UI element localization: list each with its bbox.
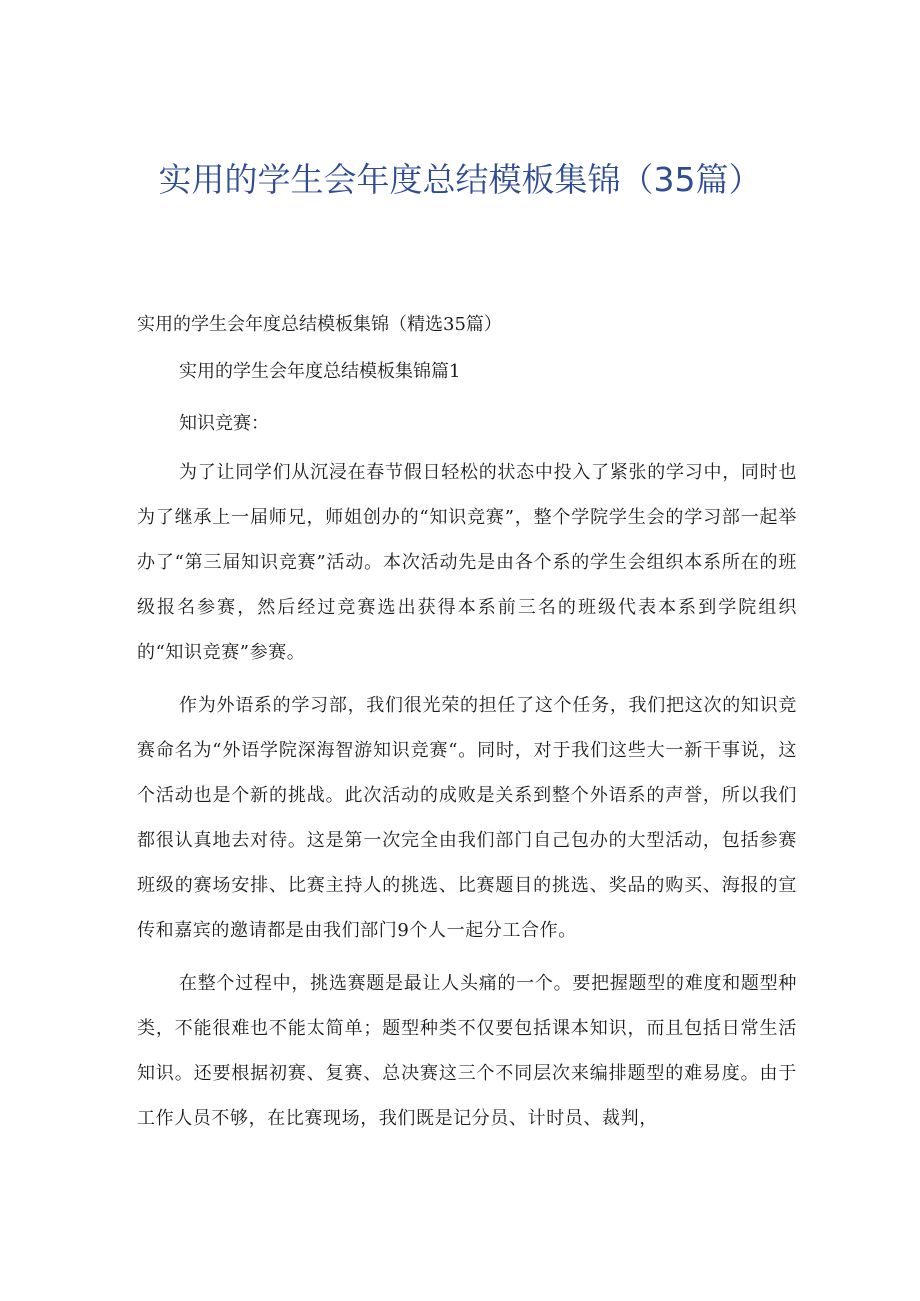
document-title: 实用的学生会年度总结模板集锦（35篇） (158, 160, 762, 199)
paragraph-3: 在整个过程中，挑选赛题是最让人头痛的一个。要把握题型的难度和题型种类，不能很难也不能太简单；题型种类不仅要包括课本知识，而且包括日常生活知识。还要根据初赛、复赛、总决赛这三个不同层次来编排题型的难易度。由于工作人员不够，在比赛现场，我们既是记分员、计时员、裁判， (137, 973, 797, 1129)
document-body (137, 304, 797, 1149)
paragraph-2: 作为外语系的学习部，我们很光荣的担任了这个任务，我们把这次的知识竞赛命名为“外语学院深海智游知识竞赛“。同时，对于我们这些大一新干事说，这个活动也是个新的挑战。此次活动的成败是关系到整个外语系的声誉，所以我们都很认真地去对待。这是第一次完全由我们部门自己包办的大型活动，包括参赛班级的赛场安排、比赛主持人的挑选、比赛题目的挑选、奖品的购买、海报的宣传和嘉宾的邀请都是由我们部门9个人一起分工合作。 (137, 695, 797, 941)
topic-label: 知识竞赛： (179, 413, 269, 434)
paragraph-1: 为了让同学们从沉浸在春节假日轻松的状态中投入了紧张的学习中，同时也为了继承上一届师兄，师姐创办的“知识竞赛”，整个学院学生会的学习部一起举办了“第三届知识竞赛”活动。本次活动先是由各个系的学生会组织本系所在的班级报名参赛，然后经过竞赛选出获得本系前三名的班级代表本系到学院组织的“知识竞赛”参赛。 (137, 462, 797, 663)
document-subtitle: 实用的学生会年度总结模板集锦（精选35篇） (137, 314, 502, 335)
section-heading: 实用的学生会年度总结模板集锦篇1 (179, 361, 461, 382)
